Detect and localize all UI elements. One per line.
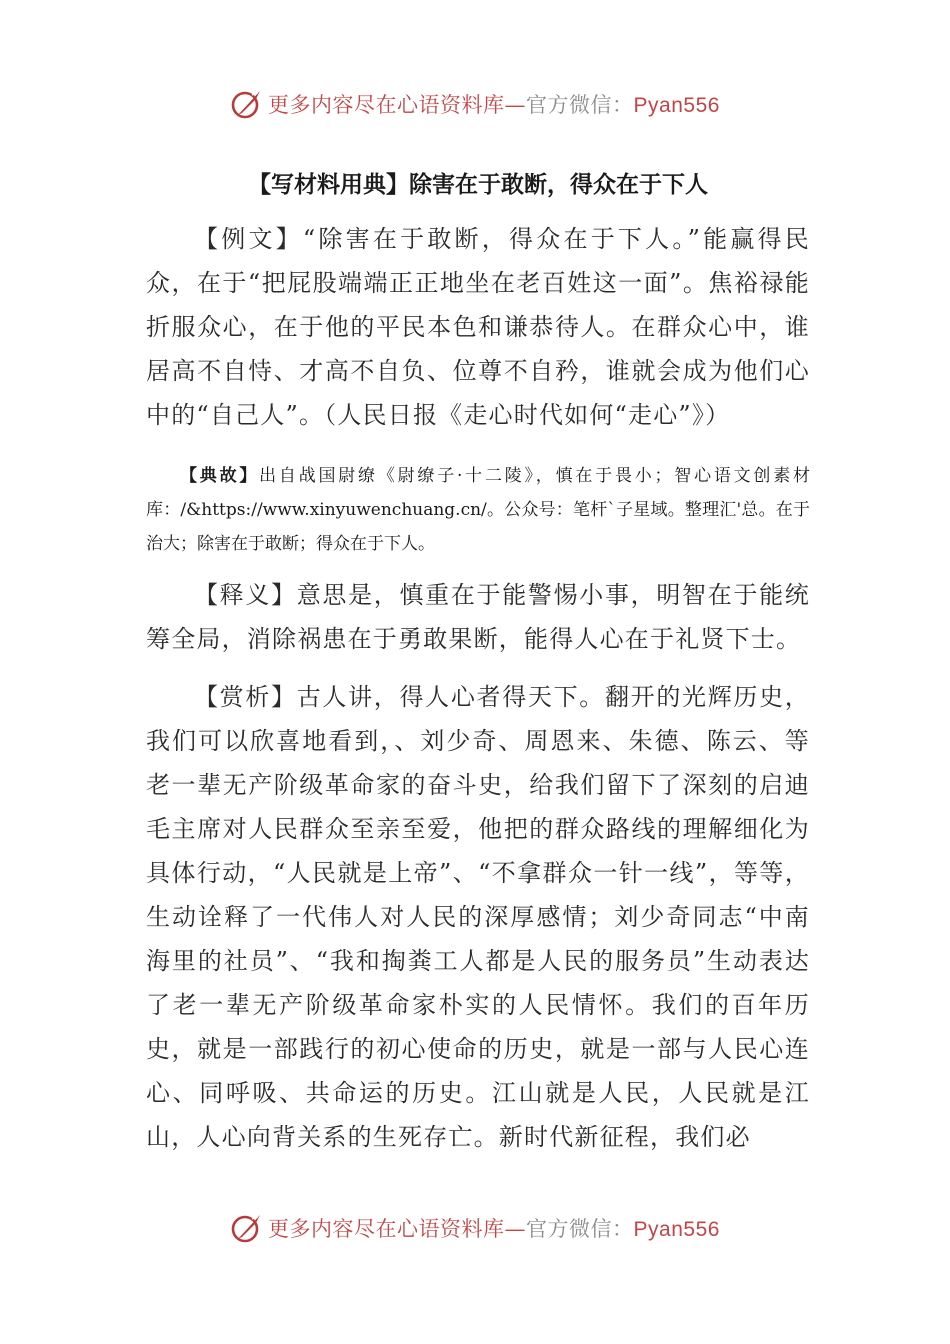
allusion-tag: 【典故】 — [180, 466, 260, 486]
appreciation-tag: 【赏析】 — [194, 683, 297, 711]
quill-pen-logo-icon — [230, 1211, 264, 1245]
meaning-tag: 【释义】 — [194, 581, 297, 609]
appreciation-text: 古人讲，得人心者得天下。翻开的光辉历史，我们可以欣喜地看到，、刘少奇、周恩来、朱德、陈云、等老一辈无产阶级革命家的奋斗史，给我们留下了深刻的启迪毛主席对人民群众至亲至爱，他把的群众路线的理解细化为具体行动，“人民就是上帝”、“不拿群众一针一线”，等等，生动诠释了一代伟人对人民的深厚感情；刘少奇同志“中南海里的社员”、“我和掏粪工人都是人民的服务员”生动表达了老一辈无产阶级革命家朴实的人民情怀。我们的百年历史，就是一部践行的初心使命的历史，就是一部与人民心连心、同呼吸、共命运的历史。江山就是人民，人民就是江山，人心向背关系的生死存亡。新时代新征程，我们必 — [146, 683, 810, 1151]
appreciation-paragraph — [146, 675, 810, 1159]
banner-text: 更多内容尽在心语资料库—官方微信：Pyan556 — [268, 1217, 720, 1241]
quill-pen-logo-icon — [230, 87, 264, 121]
document-body — [146, 166, 810, 1159]
banner-text: 更多内容尽在心语资料库—官方微信：Pyan556 — [268, 93, 720, 117]
example-text: “除害在于敢断，得众在于下人。”能赢得民众，在于“把屁股端端正正地坐在老百姓这一面”。焦裕禄能折服众心，在于他的平民本色和谦恭待人。在群众心中，谁居高不自恃、才高不自负、位尊不自矜，谁就会成为他们心中的“自己人”。（人民日报《走心时代如何“走心”》） — [146, 225, 810, 429]
header-banner — [0, 84, 950, 124]
footer-banner — [0, 1208, 950, 1248]
example-tag: 【例文】 — [194, 225, 303, 253]
allusion-text: 出自战国尉缭《尉缭子·十二陵》，慎在于畏小；智心语文创素材库：/&https://www.xinyuwenchuang.cn/。公众号：笔杆`子星域。整理汇'总。在于治大；除害在于敢断；得众在于下人。 — [146, 466, 811, 554]
meaning-paragraph — [146, 573, 810, 661]
example-paragraph — [146, 217, 810, 437]
meaning-text: 意思是，慎重在于能警惕小事，明智在于能统筹全局，消除祸患在于勇敢果断，能得人心在于礼贤下士。 — [146, 581, 810, 653]
allusion-paragraph — [146, 459, 810, 561]
page-title: 【写材料用典】除害在于敢断，得众在于下人 — [248, 172, 708, 198]
